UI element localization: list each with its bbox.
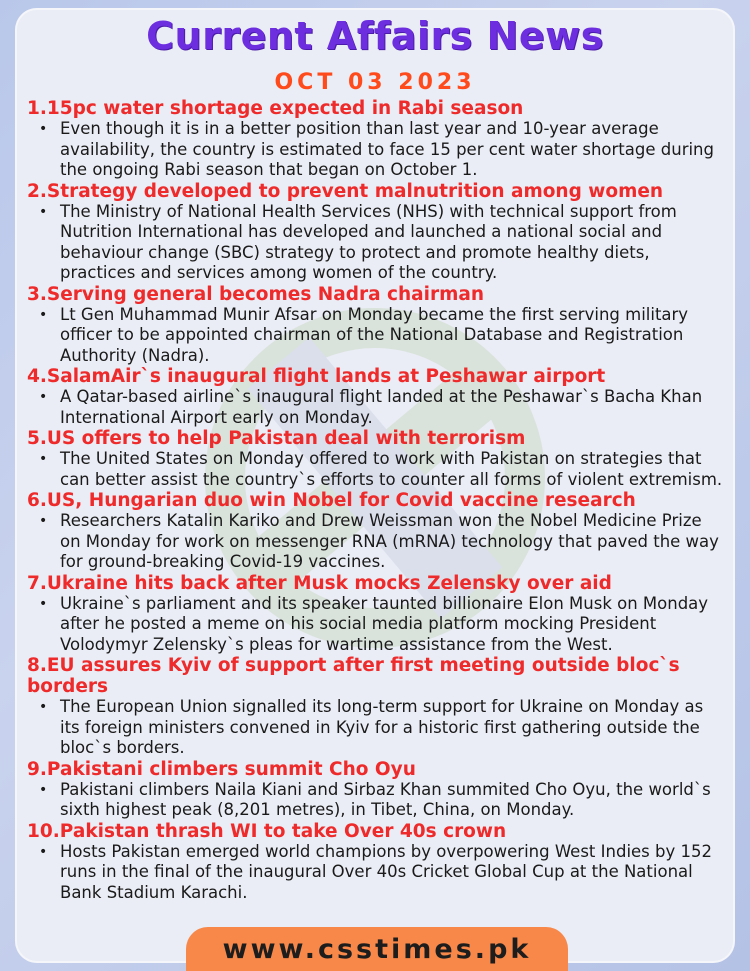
news-item bbox=[27, 573, 727, 656]
news-body bbox=[39, 593, 727, 656]
news-heading: 5.US offers to help Pakistan deal with terrorism bbox=[27, 428, 526, 449]
news-body bbox=[39, 449, 727, 490]
news-heading: 9.Pakistani climbers summit Cho Oyu bbox=[27, 758, 416, 780]
news-item bbox=[27, 181, 727, 284]
bullet-icon: • bbox=[39, 843, 48, 860]
news-body bbox=[39, 119, 727, 181]
bullet-icon: • bbox=[39, 306, 48, 323]
news-card bbox=[15, 8, 735, 963]
news-item bbox=[27, 366, 727, 428]
news-heading: 1.15pc water shortage expected in Rabi season bbox=[27, 98, 524, 119]
bullet-icon: • bbox=[39, 595, 48, 612]
news-body bbox=[39, 779, 727, 821]
news-date: OCT 03 2023 bbox=[274, 70, 476, 95]
bullet-icon: • bbox=[39, 699, 48, 715]
news-heading: 10.Pakistan thrash WI to take Over 40s crown bbox=[27, 820, 507, 842]
news-item bbox=[27, 98, 727, 181]
news-body-text: The European Union signalled its long-term support for Ukraine on Monday as its foreign ministers convened in Kyiv for a historic first gathering outside the bloc`s borders. bbox=[60, 697, 704, 757]
news-body-text: The United States on Monday offered to work with Pakistan on strategies that can better assist the country`s efforts to counter all forms of violent extremism. bbox=[60, 449, 723, 489]
news-item bbox=[27, 284, 727, 367]
bullet-icon: • bbox=[39, 781, 48, 798]
news-body-text: Researchers Katalin Kariko and Drew Weissman won the Nobel Medicine Prize on Monday for work on messenger RNA (mRNA) technology that paved the way for ground-breaking Covid-19 vaccines. bbox=[60, 511, 719, 571]
news-heading: 6.US, Hungarian duo win Nobel for Covid vaccine research bbox=[27, 490, 636, 511]
news-body-text: Ukraine`s parliament and its speaker taunted billionaire Elon Musk on Monday after he posted a meme on his social media platform mocking President Volodymyr Zelensky`s pleas for wartime assistance from the West. bbox=[60, 593, 709, 654]
bullet-icon: • bbox=[39, 451, 48, 467]
news-heading: 4.SalamAir`s inaugural flight lands at Peshawar airport bbox=[27, 366, 606, 387]
news-body-text: Lt Gen Muhammad Munir Afsar on Monday became the first serving military officer to be appointed chairman of the National Database and Registration Authority (Nadra). bbox=[60, 304, 689, 365]
news-body-text: Pakistani climbers Naila Kiani and Sirbaz Khan summited Cho Oyu, the world`s sixth highest peak (8,201 metres), in Tibet, China, on Monday. bbox=[60, 779, 711, 819]
news-body-text: Hosts Pakistan emerged world champions by overpowering West Indies by 152 runs in the final of the inaugural Over 40s Cricket Global Cup at the National Bank Stadium Karachi. bbox=[60, 841, 712, 902]
news-item bbox=[27, 655, 727, 759]
news-body-text: The Ministry of National Health Services (NHS) with technical support from Nutrition International has developed and launched a national social and behaviour change (SBC) strategy to protect and promote healthy diets, practices and services among women of the country. bbox=[60, 201, 677, 282]
bullet-icon: • bbox=[39, 203, 48, 220]
news-item bbox=[27, 428, 727, 490]
news-body-text: Even though it is in a better position than last year and 10-year average availability, the country is estimated to face 15 per cent water shortage during the ongoing Rabi season that began on October 1. bbox=[60, 119, 714, 179]
news-item bbox=[27, 759, 727, 821]
news-body bbox=[39, 697, 727, 759]
news-body-text: A Qatar-based airline`s inaugural flight landed at the Peshawar`s Bacha Khan International Airport early on Monday. bbox=[60, 387, 703, 427]
bullet-icon: • bbox=[39, 389, 48, 405]
news-heading: 7.Ukraine hits back after Musk mocks Zelensky over aid bbox=[27, 572, 612, 594]
website-link[interactable]: www.csstimes.pk bbox=[186, 927, 568, 971]
news-body bbox=[39, 304, 727, 367]
news-body bbox=[39, 201, 727, 284]
news-item bbox=[27, 821, 727, 904]
news-list bbox=[27, 98, 727, 903]
news-item bbox=[27, 490, 727, 573]
page-title: Current Affairs News bbox=[146, 14, 604, 58]
news-heading: 2.Strategy developed to prevent malnutrition among women bbox=[27, 180, 664, 202]
news-body bbox=[39, 841, 727, 904]
news-heading: 8.EU assures Kyiv of support after first meeting outside bloc`s borders bbox=[27, 655, 680, 697]
news-heading: 3.Serving general becomes Nadra chairman bbox=[27, 283, 485, 305]
news-body bbox=[39, 511, 727, 573]
bullet-icon: • bbox=[39, 513, 48, 529]
bullet-icon: • bbox=[39, 121, 48, 137]
news-body bbox=[39, 387, 727, 428]
